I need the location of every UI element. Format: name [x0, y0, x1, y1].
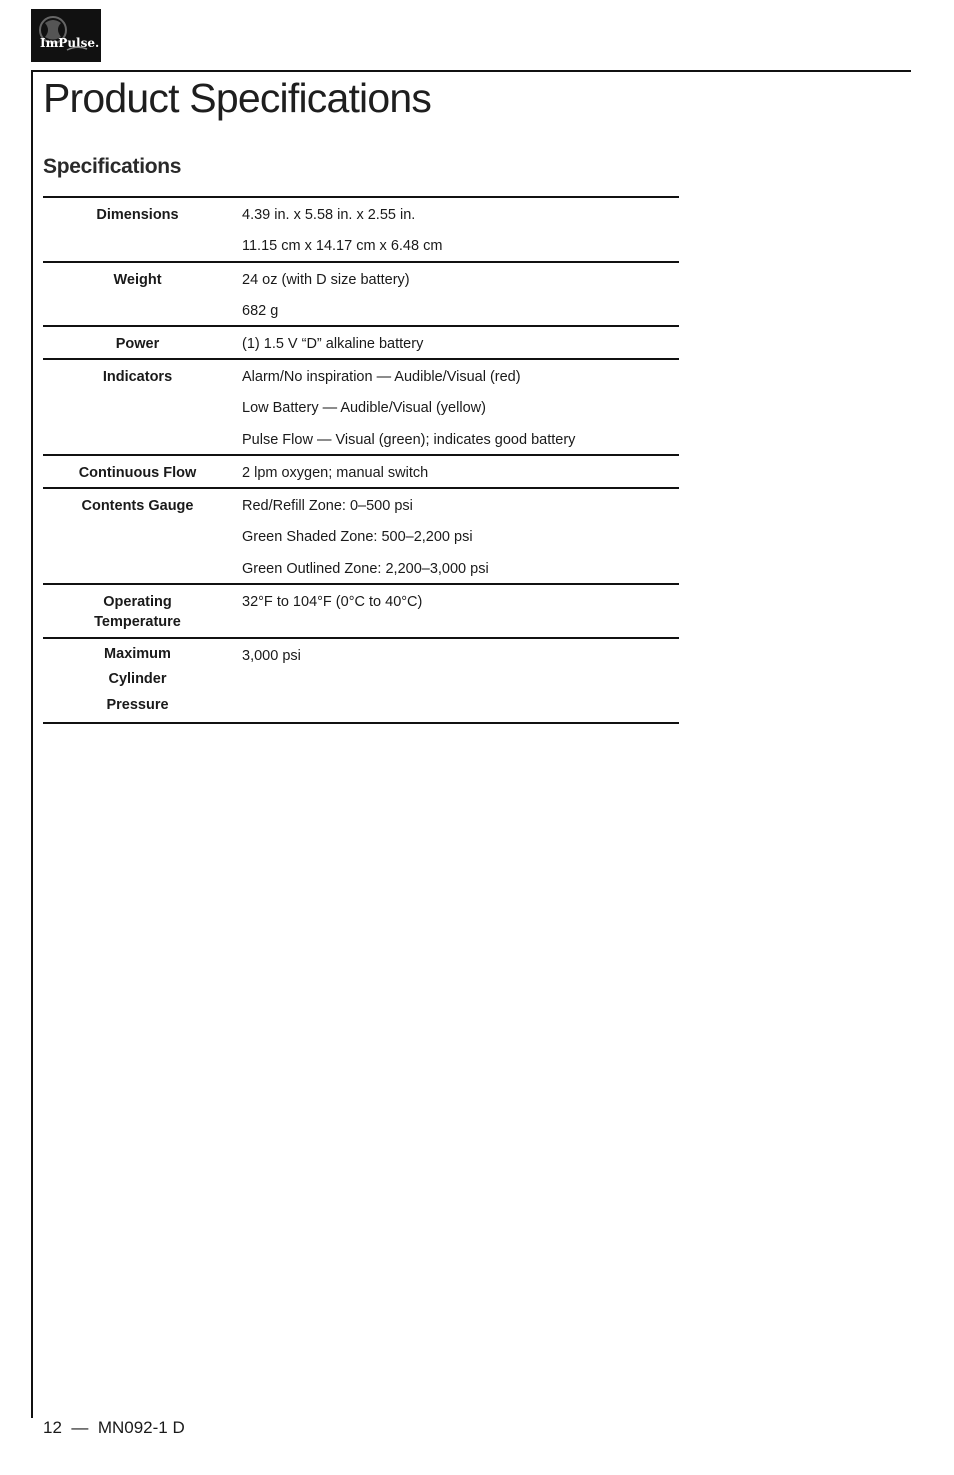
specifications-table [43, 196, 679, 724]
spec-label-line: Maximum [104, 645, 171, 662]
spec-row-power [43, 326, 679, 359]
spec-row-weight [43, 262, 679, 327]
spec-label: Contents Gauge [43, 488, 232, 584]
spec-values [232, 197, 679, 262]
spec-row-indicators [43, 359, 679, 455]
spec-label-line: Pressure [106, 696, 169, 713]
logo-mark-icon [31, 9, 101, 62]
spec-value-line: Low Battery — Audible/Visual (yellow) [242, 400, 486, 417]
spec-label-line: Temperature [94, 613, 181, 630]
spec-label [43, 584, 232, 638]
spec-value-line: 11.15 cm x 14.17 cm x 6.48 cm [242, 238, 443, 255]
spec-value-line: Red/Refill Zone: 0–500 psi [242, 498, 413, 515]
spec-values [232, 359, 679, 455]
spec-value-line: (1) 1.5 V “D” alkaline battery [242, 336, 424, 353]
spec-value-line: 3,000 psi [242, 647, 301, 664]
spec-label-line: Cylinder [108, 671, 167, 688]
spec-values [232, 326, 679, 359]
document-id: MN092-1 D [97, 1418, 185, 1437]
spec-value-line: 32°F to 104°F (0°C to 40°C) [242, 593, 423, 610]
spec-row-continuous-flow [43, 455, 679, 488]
spec-value-line: Green Shaded Zone: 500–2,200 psi [242, 529, 473, 546]
page-number: 12 [43, 1418, 62, 1437]
spec-row-operating-temperature [43, 584, 679, 638]
footer-separator: — [71, 1418, 89, 1437]
spec-label: Power [43, 326, 232, 359]
spec-values [232, 584, 679, 638]
spec-values [232, 488, 679, 584]
spec-value-line: Pulse Flow — Visual (green); indicates good battery [242, 431, 576, 448]
logo-text: ImPulse. [40, 36, 100, 50]
spec-value-line: 24 oz (with D size battery) [242, 271, 410, 288]
impulse-logo [31, 9, 101, 62]
spec-label: Weight [43, 262, 232, 327]
page-title: Product Specifications [43, 75, 432, 121]
spec-row-dimensions [43, 197, 679, 262]
spec-value-line: 682 g [242, 302, 279, 319]
spec-row-contents-gauge [43, 488, 679, 584]
spec-label-line: Operating [103, 593, 172, 610]
frame-left-rule [31, 70, 33, 1418]
spec-values [232, 262, 679, 327]
spec-value-line: Green Outlined Zone: 2,200–3,000 psi [242, 560, 489, 577]
spec-values [232, 455, 679, 488]
spec-label: Dimensions [43, 197, 232, 262]
spec-value-line: 2 lpm oxygen; manual switch [242, 465, 429, 482]
spec-values [232, 638, 679, 724]
section-heading: Specifications [43, 155, 182, 178]
spec-label [43, 638, 232, 724]
spec-value-line: Alarm/No inspiration — Audible/Visual (red) [242, 369, 521, 386]
spec-row-maximum-cylinder-pressure [43, 638, 679, 724]
page-footer [43, 1416, 185, 1440]
spec-value-line: 4.39 in. x 5.58 in. x 2.55 in. [242, 207, 416, 223]
spec-label: Continuous Flow [43, 455, 232, 488]
spec-label: Indicators [43, 359, 232, 455]
